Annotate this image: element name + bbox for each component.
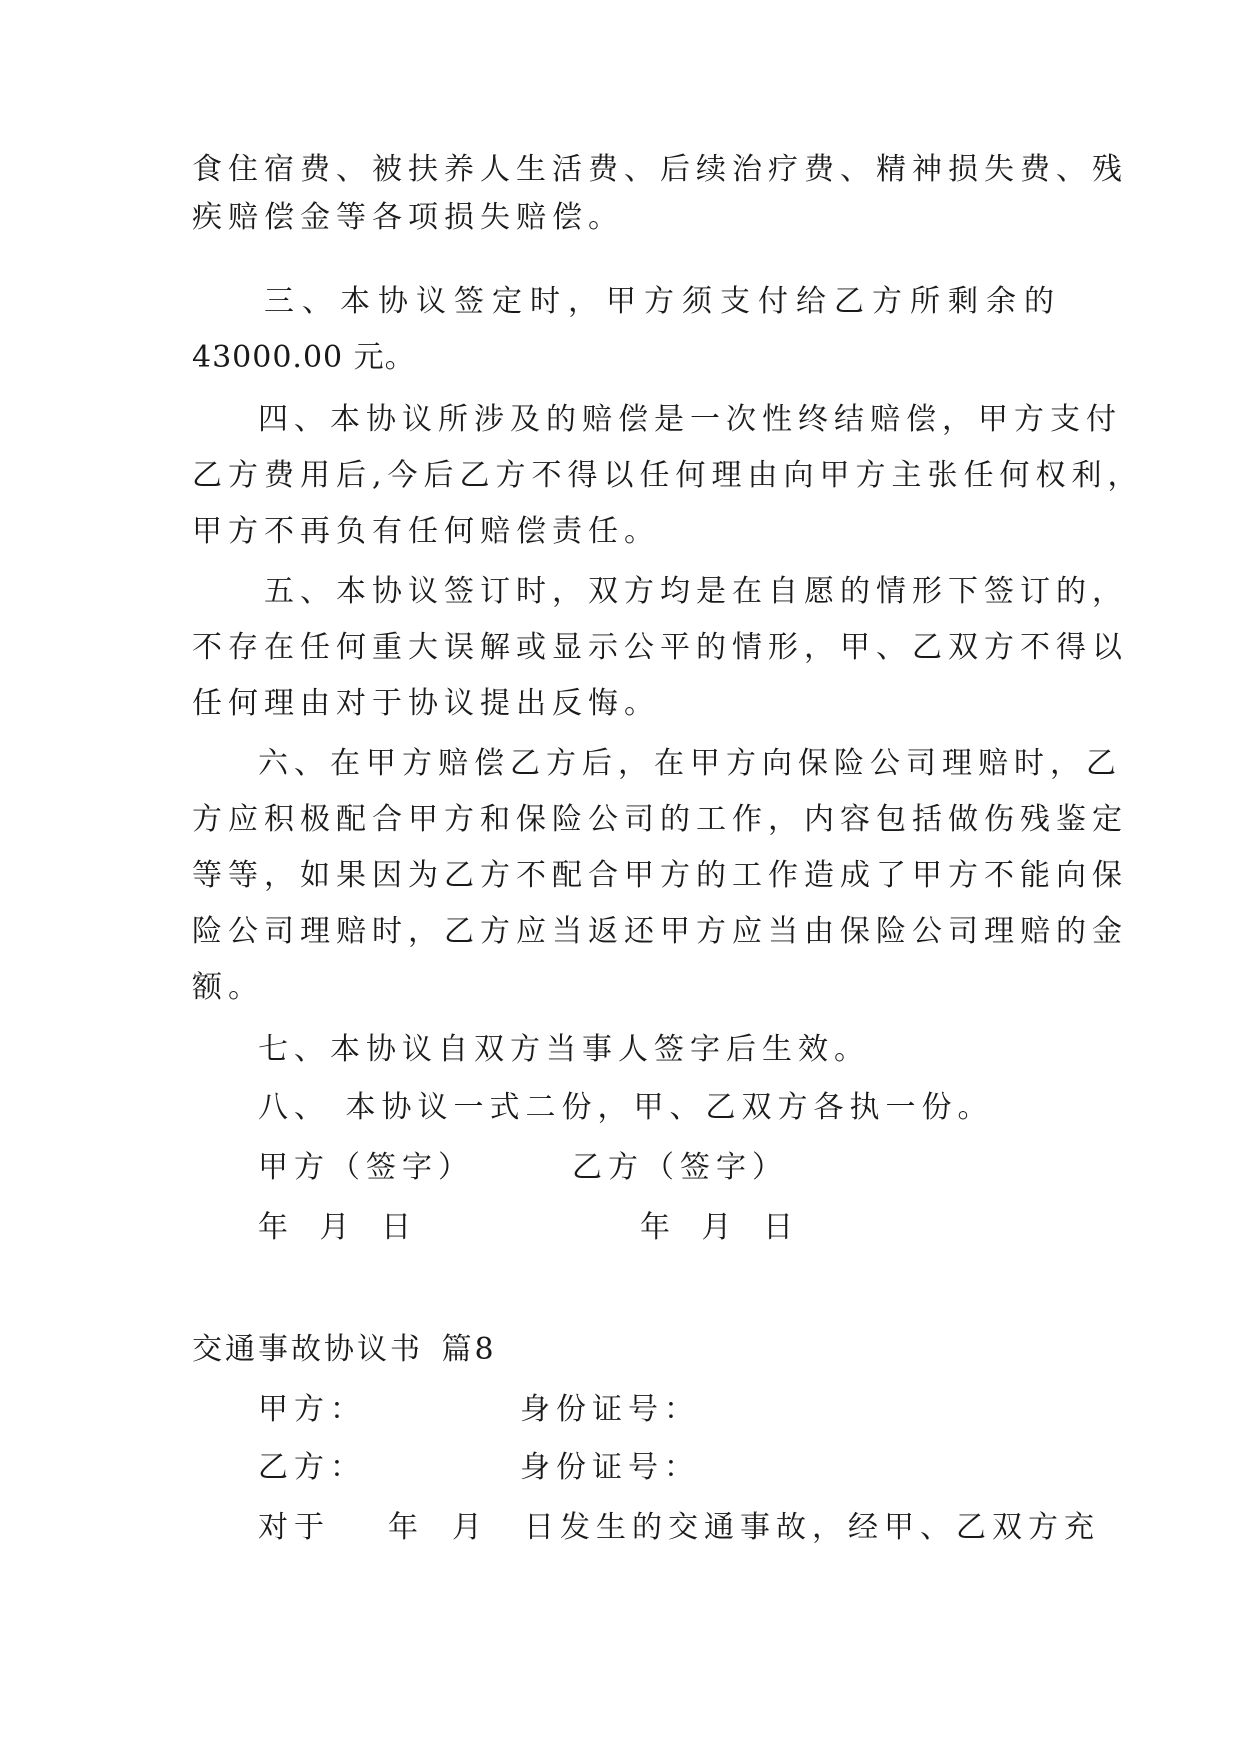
clause-6-line: 方应积极配合甲方和保险公司的工作，内容包括做伤残鉴定 — [192, 802, 1128, 837]
accident-year: 年 — [388, 1510, 424, 1545]
party-a-signature-label: 甲方（签字） — [258, 1150, 474, 1185]
party-a-date: 年 月 日 — [258, 1210, 418, 1245]
section-title: 交通事故协议书 篇8 — [192, 1332, 497, 1367]
paragraph-line: 食住宿费、被扶养人生活费、后续治疗费、精神损失费、残 — [192, 152, 1128, 187]
clause-6-line: 额。 — [192, 970, 264, 1005]
clause-3-line: 三、本协议签定时，甲方须支付给乙方所剩余的 — [264, 284, 1062, 319]
clause-6-line: 险公司理赔时，乙方应当返还甲方应当由保险公司理赔的金 — [192, 914, 1128, 949]
clause-4-line: 乙方费用后,今后乙方不得以任何理由向甲方主张任何权利， — [192, 458, 1144, 493]
accident-prefix: 对于 — [258, 1510, 330, 1545]
clause-5-line: 五、本协议签订时，双方均是在自愿的情形下签订的， — [264, 574, 1128, 609]
clause-6-line: 六、在甲方赔偿乙方后，在甲方向保险公司理赔时，乙 — [258, 746, 1122, 781]
accident-suffix: 日发生的交通事故，经甲、乙双方充 — [524, 1510, 1100, 1545]
party-b-date: 年 月 日 — [640, 1210, 800, 1245]
party-b-id-label: 身份证号： — [520, 1450, 700, 1485]
clause-4-line: 四、本协议所涉及的赔偿是一次性终结赔偿，甲方支付 — [258, 402, 1122, 437]
party-b-label: 乙方： — [258, 1450, 366, 1485]
clause-3-amount: 43000.00 元。 — [192, 340, 416, 375]
clause-8-line: 八、 本协议一式二份，甲、乙双方各执一份。 — [258, 1090, 994, 1125]
paragraph-line: 疾赔偿金等各项损失赔偿。 — [192, 200, 624, 235]
party-b-signature-label: 乙方（签字） — [572, 1150, 788, 1185]
clause-6-line: 等等，如果因为乙方不配合甲方的工作造成了甲方不能向保 — [192, 858, 1128, 893]
party-a-label: 甲方： — [258, 1392, 366, 1427]
clause-4-line: 甲方不再负有任何赔偿责任。 — [192, 514, 660, 549]
clause-5-line: 不存在任何重大误解或显示公平的情形，甲、乙双方不得以 — [192, 630, 1128, 665]
clause-7-line: 七、本协议自双方当事人签字后生效。 — [258, 1032, 870, 1067]
party-a-id-label: 身份证号： — [520, 1392, 700, 1427]
accident-month: 月 — [452, 1510, 488, 1545]
clause-5-line: 任何理由对于协议提出反悔。 — [192, 686, 660, 721]
